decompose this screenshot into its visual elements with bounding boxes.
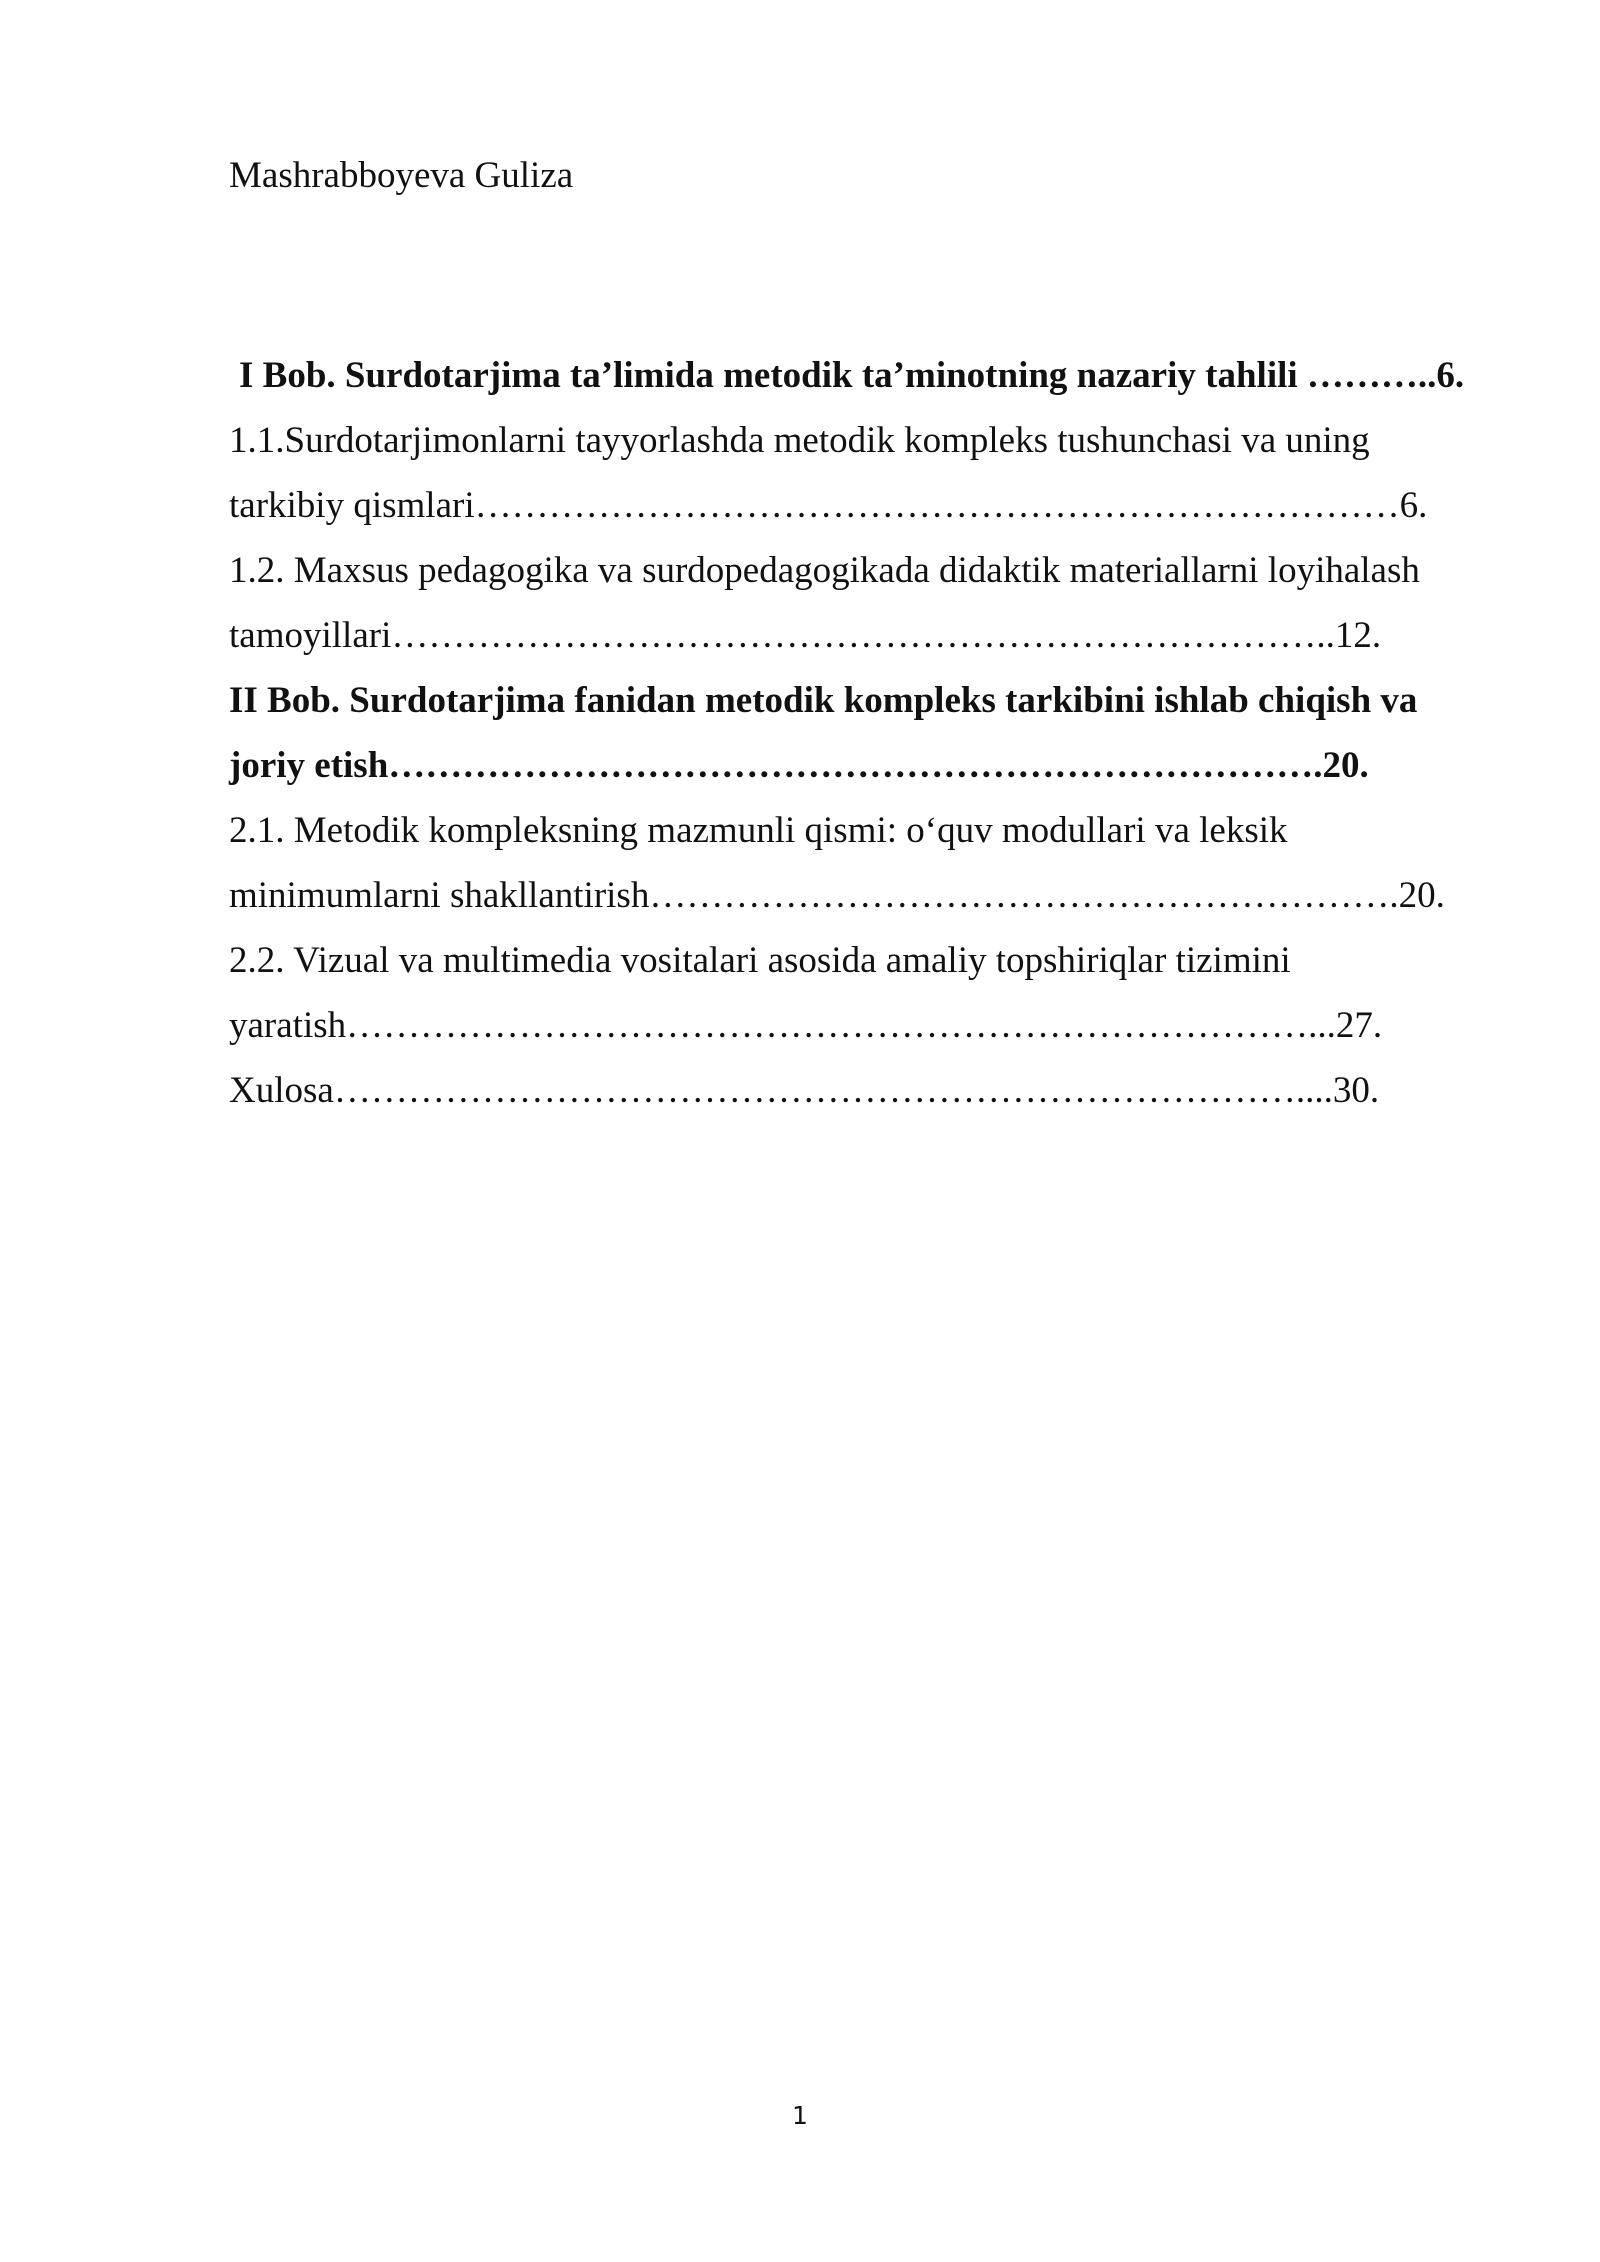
table-of-contents <box>229 343 1489 1123</box>
toc-section-2-1-line-2: minimumlarni shakllantirish…………………………………………………….20. <box>229 875 1445 916</box>
toc-conclusion: Xulosa……………………………………………………………………....30. <box>229 1070 1380 1111</box>
toc-section-1-2-line-1: 1.2. Maxsus pedagogika va surdopedagogikada didaktik materiallarni loyihalash <box>229 550 1420 591</box>
author-name: Mashrabboyeva Guliza <box>229 155 574 196</box>
toc-chapter-1-heading: I Bob. Surdotarjima ta’limida metodik ta’minotning nazariy tahlili ………..6. <box>239 355 1465 396</box>
toc-chapter-2-heading-line-1: II Bob. Surdotarjima fanidan metodik kompleks tarkibini ishlab chiqish va <box>229 680 1418 721</box>
page-number: 1 <box>792 2101 808 2130</box>
toc-section-2-2-line-2: yaratish……………………………………………………………………...27. <box>229 1005 1383 1046</box>
toc-section-1-2-line-2: tamoyillari…………………………………………………………………..12. <box>229 615 1382 656</box>
toc-section-2-2-line-1: 2.2. Vizual va multimedia vositalari asosida amaliy topshiriqlar tizimini <box>229 940 1291 981</box>
toc-section-2-1-line-1: 2.1. Metodik kompleksning mazmunli qismi: o‘quv modullari va leksik <box>229 810 1288 851</box>
toc-chapter-2-heading-line-2: joriy etish………………………………………………………………….20. <box>229 745 1369 786</box>
toc-section-1-1-line-1: 1.1.Surdotarjimonlarni tayyorlashda metodik kompleks tushunchasi va uning <box>229 420 1370 461</box>
toc-section-1-1-line-2: tarkibiy qismlari…………………………………………………………………6. <box>229 485 1428 526</box>
